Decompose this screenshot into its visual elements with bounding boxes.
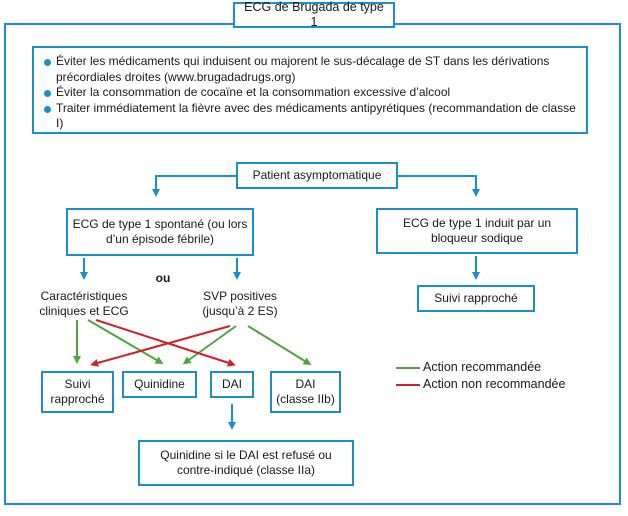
or-text: ou (155, 271, 171, 285)
spontaneous-ecg-text: ECG de type 1 spontané (ou lors d’un épisode fébrile) (72, 217, 248, 246)
induced-ecg-box (376, 208, 578, 254)
quinidine-refused-text: Quinidine si le DAI est refusé ou contre-indiqué (classe IIa) (160, 448, 332, 477)
legend-recommended-text: Action recommandée (423, 360, 542, 374)
suivi-text: Suivi rapproché (50, 377, 105, 406)
spontaneous-ecg-box (66, 208, 254, 256)
quinidine-text: Quinidine (134, 377, 185, 391)
green-svp-dai-iib (248, 326, 308, 363)
svp-text: SVP positives (jusqu’à 2 ES) (202, 289, 278, 318)
recommendation-text: Éviter les médicaments qui induisent ou majorent le sus-décalage de ST dans les dérivations précordiales droites (www.brugadadrugs.org) (56, 54, 550, 84)
connector-left (156, 176, 236, 193)
title-text: ECG de Brugada de type 1 (244, 0, 384, 29)
quinidine-box (122, 371, 197, 398)
legend-not-recommended (423, 377, 565, 392)
close-followup-right-box (417, 285, 535, 312)
dai-iib-box (270, 371, 341, 413)
or-label (146, 271, 180, 286)
clinical-ecg-text: Caractéristiques cliniques et ECG (39, 289, 129, 318)
asymptomatic-text: Patient asymptomatique (252, 168, 382, 182)
close-followup-right-text: Suivi rapproché (434, 291, 518, 305)
quinidine-refused-box (138, 440, 354, 486)
recommendation-text: Traiter immédiatement la fièvre avec des médicaments antipyrétiques (recommandation de classe I) (56, 100, 576, 130)
asymptomatic-box (236, 162, 398, 189)
recommendation-text: Éviter la consommation de cocaïne et la consommation excessive d’alcool (56, 85, 451, 99)
dai-iib-text: DAI (classe IIb) (276, 377, 335, 406)
dai-box (210, 371, 254, 398)
connector-right (398, 176, 476, 193)
suivi-box (41, 371, 114, 413)
legend-not-recommended-text: Action non recommandée (423, 377, 566, 391)
svp-label (186, 289, 294, 319)
clinical-ecg-label (22, 289, 146, 319)
induced-ecg-text: ECG de type 1 induit par un bloqueur sodique (402, 216, 552, 245)
dai-text: DAI (221, 377, 242, 391)
legend-recommended (423, 360, 541, 375)
